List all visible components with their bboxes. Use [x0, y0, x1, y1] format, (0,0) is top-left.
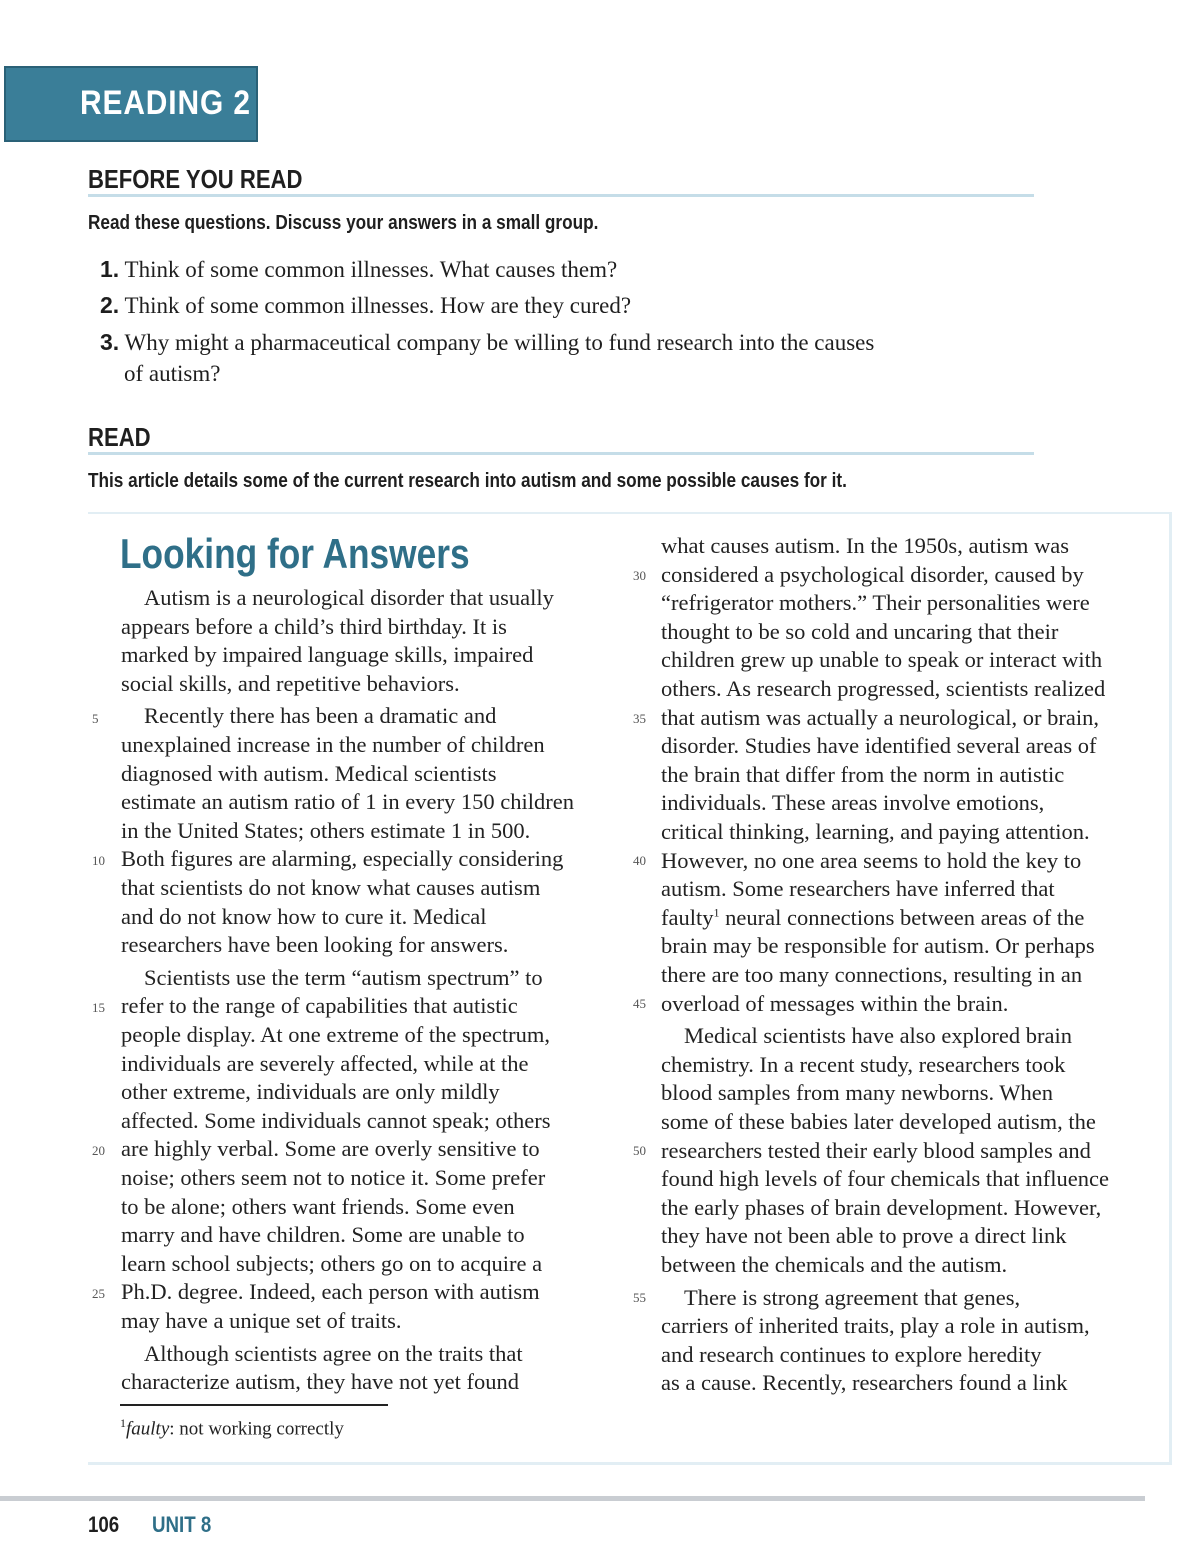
article-text: neural connections between areas of the [719, 904, 1085, 930]
article-line: brain may be responsible for autism. Or perhaps [661, 933, 1095, 959]
article-line: Scientists use the term “autism spectrum” to [144, 964, 543, 990]
article-line: researchers have been looking for answers. [121, 932, 509, 958]
line-number: 40 [633, 853, 646, 868]
article-line: found high levels of four chemicals that influence [661, 1166, 1109, 1192]
read-heading: READ [88, 422, 151, 452]
question-1 [100, 254, 1000, 285]
article-line: learn school subjects; others go on to acquire a [121, 1250, 543, 1276]
article-line: others. As research progressed, scientists realized [661, 676, 1106, 701]
article-line: Autism is a neurological disorder that usually [144, 585, 554, 610]
article-line: thought to be so cold and uncaring that their [661, 618, 1059, 644]
article-title: Looking for Answers [120, 530, 470, 577]
article-line: Both figures are alarming, especially considering [121, 846, 564, 872]
article-line: Although scientists agree on the traits that [144, 1340, 523, 1366]
article-line: carriers of inherited traits, play a role in autism, [661, 1313, 1090, 1339]
article-line: children grew up unable to speak or interact with [661, 647, 1103, 673]
question-text: Think of some common illnesses. How are they cured? [124, 293, 632, 318]
article-line: as a cause. Recently, researchers found a link [661, 1370, 1068, 1396]
article-line: affected. Some individuals cannot speak; others [121, 1107, 551, 1133]
page-number: 106 [88, 1512, 120, 1537]
footnote-marker: 1 [120, 1416, 126, 1430]
question-3 [100, 327, 1000, 389]
footnote [120, 1416, 344, 1440]
article-line: people display. At one extreme of the spectrum, [121, 1022, 551, 1047]
footnote-definition: : not working correctly [169, 1418, 344, 1440]
article-line: there are too many connections, resulting in an [661, 962, 1083, 987]
article-line: to be alone; others want friends. Some even [121, 1193, 515, 1219]
question-number: 1. [100, 256, 120, 282]
line-number: 55 [633, 1290, 646, 1305]
article-line: diagnosed with autism. Medical scientists [121, 760, 497, 786]
reading-title: READING 2 [80, 84, 251, 122]
article-line: chemistry. In a recent study, researchers took [661, 1051, 1066, 1077]
article-line: in the United States; others estimate 1 in 500. [121, 817, 531, 843]
question-number: 2. [100, 292, 120, 318]
section-divider [88, 194, 1034, 197]
question-text: Why might a pharmaceutical company be willing to fund research into the causes [124, 330, 875, 355]
article-line: appears before a child’s third birthday. It is [121, 613, 507, 639]
article-line: marry and have children. Some are unable to [121, 1222, 525, 1248]
article-line: “refrigerator mothers.” Their personalities were [661, 590, 1090, 616]
article-line: and do not know how to cure it. Medical [121, 903, 487, 929]
footer-divider [0, 1496, 1145, 1501]
article-line: estimate an autism ratio of 1 in every 150 children [121, 789, 574, 815]
line-number: 35 [633, 711, 646, 726]
before-you-read-heading: BEFORE YOU READ [88, 164, 303, 194]
article-line: However, no one area seems to hold the key to [661, 847, 1082, 873]
article-line: may have a unique set of traits. [121, 1308, 402, 1333]
article-line: autism. Some researchers have inferred that [661, 876, 1055, 902]
question-text: Think of some common illnesses. What causes them? [124, 257, 618, 282]
article-line: they have not been able to prove a direct link [661, 1223, 1067, 1249]
article-line: disorder. Studies have identified several areas of [661, 733, 1097, 759]
line-number: 30 [633, 568, 646, 583]
article-line: overload of messages within the brain. [661, 990, 1009, 1016]
footnote-reference: 1 [713, 905, 720, 920]
article-line: other extreme, individuals are only mildly [121, 1079, 500, 1105]
read-instruction: This article details some of the current research into autism and some possible causes for it. [88, 470, 847, 492]
section-divider [88, 452, 1034, 455]
article-line: noise; others seem not to notice it. Some prefer [121, 1165, 546, 1190]
article-line: the early phases of brain development. However, [661, 1194, 1102, 1220]
article-line: marked by impaired language skills, impaired [121, 642, 534, 668]
article-line: considered a psychological disorder, caused by [661, 561, 1084, 587]
article-line: unexplained increase in the number of children [121, 732, 545, 757]
article-line: what causes autism. In the 1950s, autism was [661, 533, 1070, 558]
article-line: researchers tested their early blood samples and [661, 1137, 1091, 1163]
article-line: Recently there has been a dramatic and [144, 703, 497, 729]
article-line: that scientists do not know what causes autism [121, 875, 541, 900]
article-line: between the chemicals and the autism. [661, 1252, 1008, 1277]
article-line: blood samples from many newborns. When [661, 1080, 1054, 1106]
question-2 [100, 290, 1000, 321]
footnote-term: faulty [126, 1418, 170, 1440]
article-text: faulty [661, 904, 714, 930]
article-line: that autism was actually a neurological, or brain, [661, 704, 1099, 730]
article-line: individuals are severely affected, while at the [121, 1050, 529, 1076]
article-line: social skills, and repetitive behaviors. [121, 670, 460, 696]
unit-label: UNIT 8 [152, 1512, 212, 1537]
article-line: Ph.D. degree. Indeed, each person with autism [121, 1279, 540, 1305]
article-line: refer to the range of capabilities that autistic [121, 993, 518, 1019]
question-text-continued: of autism? [124, 361, 221, 386]
article-line: There is strong agreement that genes, [684, 1284, 1021, 1310]
article-line: and research continues to explore heredity [661, 1341, 1042, 1367]
article-line: individuals. These areas involve emotions, [661, 790, 1045, 816]
line-number: 45 [633, 996, 646, 1011]
article-line: Medical scientists have also explored brain [684, 1023, 1073, 1049]
article-line: some of these babies later developed autism, the [661, 1109, 1096, 1134]
line-number: 50 [633, 1143, 646, 1158]
article-line: critical thinking, learning, and paying attention. [661, 819, 1090, 844]
before-you-read-instruction: Read these questions. Discuss your answers in a small group. [88, 212, 599, 234]
article-line: the brain that differ from the norm in autistic [661, 761, 1065, 787]
line-number: 15 [92, 1000, 105, 1015]
footnote-divider [120, 1404, 388, 1406]
line-number: 25 [92, 1286, 105, 1301]
article-line: are highly verbal. Some are overly sensitive to [121, 1136, 540, 1162]
line-number: 5 [92, 711, 99, 726]
line-number: 20 [92, 1143, 105, 1158]
article-line [661, 904, 1084, 933]
question-number: 3. [100, 329, 120, 355]
line-number: 10 [92, 853, 105, 868]
article-line: characterize autism, they have not yet found [121, 1369, 519, 1395]
